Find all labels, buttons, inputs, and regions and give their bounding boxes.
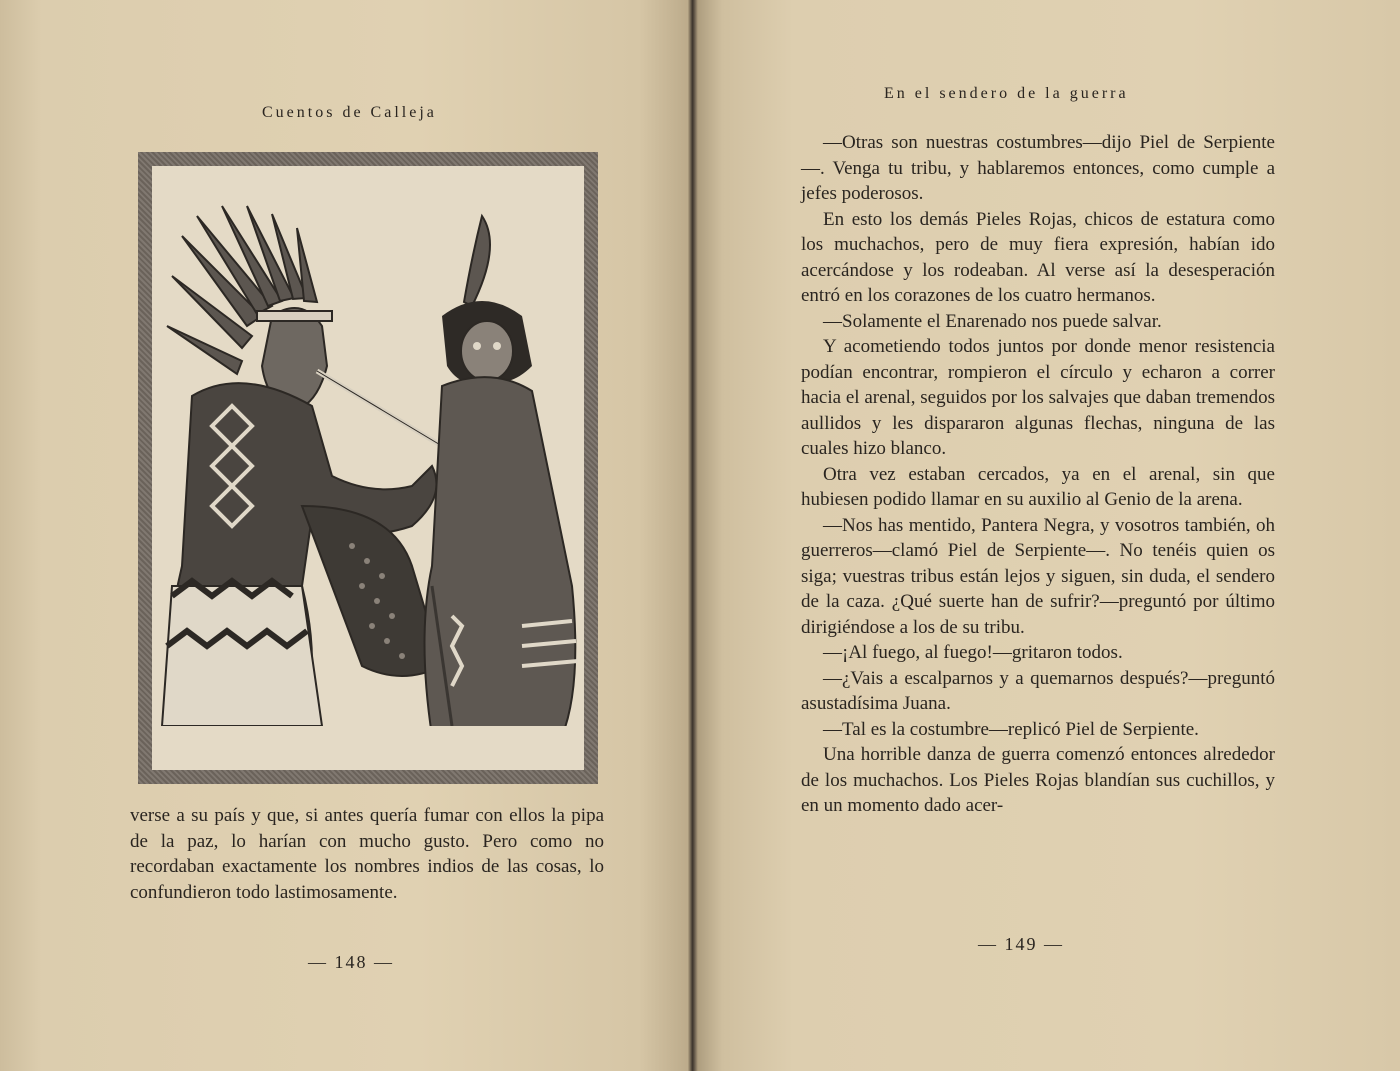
left-page [0,0,694,1071]
left-body-text [130,803,604,905]
illustration [152,166,584,770]
paragraph: Una horrible danza de guerra comenzó entonces alrededor de los muchachos. Los Pieles Rojas blandían sus cuchillos, y en un momento dado acer- [801,744,1275,816]
paragraph: —Nos has mentido, Pantera Negra, y vosotros también, oh guerreros—clamó Piel de Serpiente—. No tenéis quien os siga; vuestras tribus están lejos y siguen, sin duda, el sendero de la caza. ¿Qué suerte han de sufrir?—preguntó por último dirigiéndose a los de su tribu. [801,514,1275,638]
paragraph: —Solamente el Enarenado nos puede salvar. [823,310,1162,332]
paragraph: verse a su país y que, si antes quería fumar con ellos la pipa de la paz, lo harían con mucho gusto. Pero como no recordaban exactamente los nombres indios de las cosas, lo confundieron todo lastimosamente. [130,805,604,903]
paragraph: —Tal es la costumbre—replicó Piel de Serpiente. [823,718,1199,740]
chief-and-boy-illustration [152,166,584,770]
right-body-text [801,130,1275,819]
paragraph: —¿Vais a escalparnos y a quemarnos después?—preguntó asustadísima Juana. [801,667,1275,714]
page-number-right: — 149 — [978,934,1064,954]
right-page [694,0,1400,1071]
page-number-left: — 148 — [308,952,394,972]
running-head-right: En el sendero de la guerra [884,85,1129,102]
paragraph: —¡Al fuego, al fuego!—gritaron todos. [823,642,1123,663]
illustration-frame [138,152,598,784]
paragraph: Otra vez estaban cercados, ya en el arenal, sin que hubiesen podido llamar en su auxilio al Genio de la arena. [801,463,1275,510]
boy-feather [464,216,490,306]
running-head-left: Cuentos de Calleja [262,104,437,121]
paragraph: Y acometiendo todos juntos por donde menor resistencia podían encontrar, rompieron el círculo y echaron a correr hacia el arenal, seguidos por los salvajes que daban tremendos aullidos y les dispararon algunas flechas, ninguna de las cuales hizo blanco. [801,336,1275,459]
chief-legs [302,506,442,676]
book-gutter [688,0,698,1071]
paragraph: En esto los demás Pieles Rojas, chicos de estatura como los muchachos, pero de muy fiera expresión, habían ido acercándose y los rodeaban. Al verse así la desesperación entró en los corazones de los cuatro hermanos. [801,208,1275,306]
paragraph: —Otras son nuestras costumbres—dijo Piel de Serpiente—. Venga tu tribu, y hablaremos entonces, como cumple a jefes poderosos. [801,132,1275,204]
